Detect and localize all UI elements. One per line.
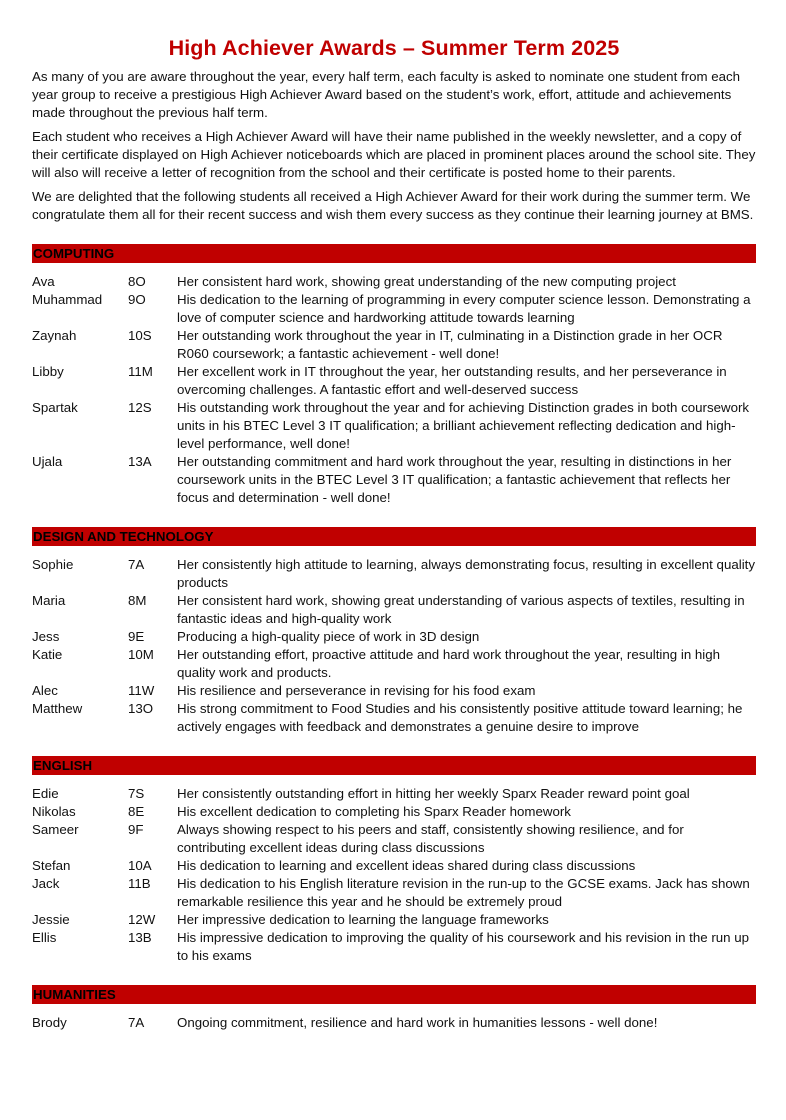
student-name: Sameer <box>32 822 79 837</box>
award-reason: Her consistent hard work, showing great understanding of various aspects of textiles, resulting in fantastic ideas and high-quality work <box>177 593 745 626</box>
student-form: 7A <box>128 557 145 572</box>
student-name: Stefan <box>32 858 71 873</box>
student-form: 7S <box>128 786 145 801</box>
award-section-english <box>32 756 756 965</box>
award-section-design-and-technology <box>32 527 756 736</box>
student-form: 11W <box>128 683 155 698</box>
section-heading: COMPUTING <box>32 244 756 263</box>
award-reason: His resilience and perseverance in revising for his food exam <box>177 683 536 698</box>
student-name: Libby <box>32 364 64 379</box>
award-row <box>32 803 756 821</box>
award-reason: Her outstanding commitment and hard work throughout the year, resulting in distinctions in her coursework units in the BTEC Level 3 IT qualification; a fantastic achievement that reflects her focus and determination - well done! <box>177 454 732 505</box>
student-name: Matthew <box>32 701 83 716</box>
intro-text <box>32 68 756 224</box>
student-form: 8M <box>128 593 147 608</box>
student-form: 9O <box>128 292 146 307</box>
intro-paragraph: Each student who receives a High Achiever Award will have their name published in the weekly newsletter, and a copy of their certificate displayed on High Achiever noticeboards which are placed in prominent places around the school site. They will also will receive a letter of recognition from the school and their certificate is posted home to their parents. <box>32 129 756 180</box>
award-row <box>32 592 756 628</box>
award-row <box>32 646 756 682</box>
award-reason: His dedication to his English literature revision in the run-up to the GCSE exams. Jack has shown remarkable resilience this year and he should be extremely proud <box>177 876 750 909</box>
award-reason: Her excellent work in IT throughout the year, her outstanding results, and her perseverance in overcoming challenges. A fantastic effort and well-deserved success <box>177 364 727 397</box>
award-row <box>32 1014 756 1032</box>
student-name: Jack <box>32 876 60 891</box>
award-row <box>32 628 756 646</box>
award-reason: His strong commitment to Food Studies and his consistently positive attitude toward learning; he actively engages with feedback and demonstrates a genuine desire to improve <box>177 701 743 734</box>
student-name: Brody <box>32 1015 67 1030</box>
award-reason: His excellent dedication to completing his Sparx Reader homework <box>177 804 571 819</box>
section-heading: DESIGN AND TECHNOLOGY <box>32 527 756 546</box>
student-name: Spartak <box>32 400 78 415</box>
student-name: Ava <box>32 274 55 289</box>
student-form: 11M <box>128 364 153 379</box>
award-reason: Ongoing commitment, resilience and hard work in humanities lessons - well done! <box>177 1015 658 1030</box>
award-reason: His dedication to the learning of programming in every computer science lesson. Demonstrating a love of computer science and hardworking attitude towards learning <box>177 292 751 325</box>
student-form: 9F <box>128 822 144 837</box>
award-reason: Her consistently high attitude to learning, always demonstrating focus, resulting in excellent quality products <box>177 557 755 590</box>
student-name: Muhammad <box>32 292 103 307</box>
student-form: 10A <box>128 858 152 873</box>
award-row <box>32 327 756 363</box>
award-reason: Her outstanding work throughout the year in IT, culminating in a Distinction grade in her OCR R060 coursework; a fantastic achievement - well done! <box>177 328 723 361</box>
student-name: Sophie <box>32 557 74 572</box>
award-row <box>32 700 756 736</box>
award-reason: Her consistently outstanding effort in hitting her weekly Sparx Reader reward point goal <box>177 786 690 801</box>
student-name: Ujala <box>32 454 63 469</box>
student-form: 9E <box>128 629 145 644</box>
award-row <box>32 291 756 327</box>
student-name: Katie <box>32 647 63 662</box>
student-form: 10S <box>128 328 152 343</box>
award-section-humanities <box>32 985 756 1032</box>
student-name: Jess <box>32 629 60 644</box>
student-form: 13A <box>128 454 152 469</box>
award-row <box>32 821 756 857</box>
student-form: 12W <box>128 912 156 927</box>
award-reason: Her impressive dedication to learning the language frameworks <box>177 912 549 927</box>
award-row <box>32 682 756 700</box>
intro-paragraph: As many of you are aware throughout the year, every half term, each faculty is asked to nominate one student from each year group to receive a prestigious High Achiever Award based on the student’s work, effort, attitude and achievements made throughout the previous half term. <box>32 69 741 120</box>
student-name: Zaynah <box>32 328 77 343</box>
intro-paragraph: We are delighted that the following students all received a High Achiever Award for their work during the summer term. We congratulate them all for their recent success and wish them every success as they continue their learning journey at BMS. <box>32 189 754 222</box>
award-row <box>32 785 756 803</box>
award-reason: His impressive dedication to improving the quality of his coursework and his revision in the run up to his exams <box>177 930 750 963</box>
award-reason: Producing a high-quality piece of work in 3D design <box>177 629 480 644</box>
award-row <box>32 399 756 453</box>
award-reason: Always showing respect to his peers and staff, consistently showing resilience, and for contributing excellent ideas during class discussions <box>177 822 684 855</box>
award-row <box>32 556 756 592</box>
student-name: Nikolas <box>32 804 76 819</box>
award-row <box>32 453 756 507</box>
award-reason: His outstanding work throughout the year and for achieving Distinction grades in both coursework units in his BTEC Level 3 IT qualification; a brilliant achievement reflecting dedication and high-level performance, well done! <box>177 400 750 451</box>
student-name: Alec <box>32 683 58 698</box>
award-row <box>32 857 756 875</box>
student-form: 13O <box>128 701 154 716</box>
student-form: 8O <box>128 274 146 289</box>
section-heading: HUMANITIES <box>32 985 756 1004</box>
student-name: Edie <box>32 786 59 801</box>
award-row <box>32 363 756 399</box>
student-form: 11B <box>128 876 151 891</box>
student-form: 12S <box>128 400 152 415</box>
page-title: High Achiever Awards – Summer Term 2025 <box>168 36 620 60</box>
award-row <box>32 875 756 911</box>
student-form: 7A <box>128 1015 145 1030</box>
document-page <box>32 36 756 1032</box>
student-form: 8E <box>128 804 145 819</box>
award-reason: Her outstanding effort, proactive attitude and hard work throughout the year, resulting in high quality work and products. <box>177 647 721 680</box>
student-name: Jessie <box>32 912 70 927</box>
student-name: Ellis <box>32 930 57 945</box>
award-reason: His dedication to learning and excellent ideas shared during class discussions <box>177 858 636 873</box>
student-form: 10M <box>128 647 154 662</box>
student-name: Maria <box>32 593 66 608</box>
award-reason: Her consistent hard work, showing great understanding of the new computing project <box>177 274 676 289</box>
award-row <box>32 273 756 291</box>
student-form: 13B <box>128 930 152 945</box>
award-section-computing <box>32 244 756 507</box>
award-sections <box>32 244 756 1032</box>
award-row <box>32 929 756 965</box>
award-row <box>32 911 756 929</box>
section-heading: ENGLISH <box>32 756 756 775</box>
